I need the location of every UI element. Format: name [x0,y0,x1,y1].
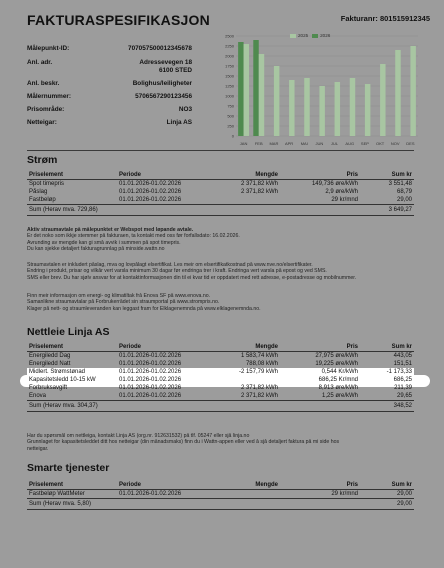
y-tick-label: 250 [227,123,234,129]
col-header: Periode [117,170,207,180]
legend-swatch-2025 [290,34,296,38]
x-tick-label: JAN [239,141,248,146]
consumption-chart [222,30,422,148]
col-header: Sum kr [360,480,414,490]
bar-2025-mar [274,66,279,136]
y-tick-label: 500 [227,113,234,119]
col-header: Pris [280,170,360,180]
bar-2025-sep [365,84,370,136]
bar-2025-jul [335,82,340,136]
x-tick-label: FEB [254,141,263,146]
col-header: Priselement [27,342,117,352]
x-tick-label: JUL [331,141,339,146]
divider [27,150,414,151]
strom-links: Finn meir informasjon om energi- og klimatiltak frå Enova SF på www.enova.no. Samanlikne straumavtalar på Forbrukerrådet sin straumportal på www.strompris.no. Klager på nett- og straumleveranden kan leggast fram for Elklagenemnda på www.elklagenemnda.no. [27,293,261,312]
strom-terms: Straumavtalen er inkludert påslag, mva og lovpålagt elsertifikat. Les meir om elsertifikatkostnad på www.nve.no/elsertifikater. Endring i produkt, prisar og vilkår vert varsla minimum 30 dagar før endringa trer i kraft. Endringa vert varsla på epost og ved SMS. SMS eller brev. Du har sjølv ansvar for at kontaktinformasjonen din til ei kvar tid er oppdatert med rett adresse, e-postadresse og mobilnummer. [27,262,357,281]
table-row: Energiledd Natt 01.01.2026-01.02.2026 788,08 kWh 19,225 øre/kWh 151,51 [29,361,412,367]
bar-2026-feb [253,40,258,136]
y-tick-label: 2500 [225,33,234,39]
invoice-page: FAKTURASPESIFIKASJON Fakturanr: 801515912345 Målepunkt-ID: 707057500012345678 Anl. adr. Adressevegen 18 6100 STED Anl. beskr. Bolighus/leiligheter Målernummer: 5706567290123456 Prisområde: NO3 Netteigar: Linja AS 0 250 500 750 1000 1250 1500 1750 2000 2250 2500 JAN FEB MAR APR MAI JUN JUL AUG SEP OKT NOV DES 2025 2026 Strøm Priselement Periode Mengde Pris Sum kr Spot timepris 01.01.2026-01.02.2026 2 371,82 kWh 149,736 øre/kWh 3 551,48 Påslag 01.01.2026-01.02.2026 2 371,82 kWh 2,9 øre/kWh 68,79 Fastbeløp 01.01.2026-01.02.2026 29 kr/mnd 29,00 Sum (Herav mva. 729,86) 3 649,27 Aktiv straumavtale på målepunktet er Webspot med løpande avtale. Er det noko som ikkje stemmer på fakturaen, ta kontakt med oss før forfallsdato: 16.02.2026. Avrunding av mengde kan gi små avvik i summen på spot timepris. Du kan sjekke detaljert fakturagrunnlag på minside.wattn.no Straumavtalen er inkludert påslag, mva og lovpålagt elsertifikat. Les meir om elsertifikatkostnad på www.nve.no/elsertifikater. Endring i produkt, prisar og vilkår vert varsla minimum 30 dagar før endringa trer i kraft. Endringa vert varsla på epost og ved SMS. SMS eller brev. Du har sjølv ansvar for at kontaktinformasjonen din til ei kvar tid er oppdatert med rett adresse, e-postadresse og mobilnummer. Finn meir informasjon om energi- og klimatiltak frå Enova SF på www.enova.no. Samanlikne straumavtalar på Forbrukerrådet sin straumportal på www.strompris.no. Klager på nett- og straumleveranden kan leggast fram for Elklagenemnda på www.elklagenemnda.no. Nettleie Linja AS Priselement Periode Mengde Pris Sum kr Energiledd Dag 01.01.2026-01.02.2026 1 583,74 kWh 27,975 øre/kWh 443,05 Energiledd Natt 01.01.2026-01.02.2026 788,08 kWh 19,225 øre/kWh 151,51 Midlert. Strømstønad 01.01.2026-01.02.2026 -2 157,79 kWh 0,544 Kr/kWh -1 173,33 Kapasitetsledd 10-15 kW 01.01.2026-01.02.2026 686,25 Kr/mnd 686,25 Forbruksavgift 01.01.2026-01.02.2026 2 371,82 kWh 8,913 øre/kWh 211,39 Enova 01.01.2026-01.02.2026 2 371,82 kWh 1,25 øre/kWh 29,65 Sum (Herav mva. 304,37) 348,52 Har du spørsmål om nettleiga, kontakt Linja AS (org.nr. 912631532) på tlf. 05247 eller sjå linja.no Grunnlaget for kapasitetsleddet ditt hos netteigar (din månadsmaks) finn du i Wattn-appen eller ved å sjå detaljert faktura på mi side hos netteigar. Smarte tjenester Priselement Periode Mengde Pris Sum kr Fastbeløp WattMeter 01.01.2026-01.02.2026 29 kr/mnd 29,00 Sum (Herav mva. 5,80) 29,00 [0,0,444,568]
bar-2025-okt [380,64,385,136]
bar-2025-jan [244,44,249,136]
bar-2025-feb [259,54,264,136]
strom-info: Aktiv straumavtale på målepunktet er Webspot med løpande avtale. Er det noko som ikkje stemmer på fakturaen, ta kontakt med oss før forfallsdato: 16.02.2026. Avrunding av mengde kan gi små avvik i summen på spot timepris. Du kan sjekke detaljert fakturagrunnlag på minside.wattn.no [27,227,240,252]
y-tick-label: 1000 [225,93,234,99]
bar-2026-jan [238,42,243,136]
strom-table-header [27,170,414,180]
x-tick-label: MAI [300,141,308,146]
legend-swatch-2026 [312,34,318,38]
x-tick-label: OKT [375,141,385,146]
x-tick-label: MAR [269,141,279,146]
x-tick-label: AUG [345,141,355,146]
table-row: Spot timepris 01.01.2026-01.02.2026 2 371,82 kWh 149,736 øre/kWh 3 551,48 [29,181,412,187]
smarte-table [27,480,414,510]
bar-2025-mai [304,78,309,136]
bar-2025-nov [395,50,400,136]
bar-2025-apr [289,80,294,136]
col-header: Mengde [207,170,280,180]
y-tick-label: 2250 [225,43,234,49]
chart-legend [290,33,330,38]
table-row: Kapasitetsledd 10-15 kW 01.01.2026-01.02.2026 686,25 Kr/mnd 686,25 [29,377,412,383]
x-tick-label: DES [406,141,415,146]
table-row: Fastbeløp 01.01.2026-01.02.2026 29 kr/mnd 29,00 [29,197,412,203]
col-header: Pris [280,342,360,352]
col-header: Sum kr [360,342,414,352]
x-tick-label: APR [284,141,294,146]
bar-2025-jun [319,86,324,136]
smarte-table-header [27,480,414,490]
col-header: Periode [117,480,207,490]
bar-2025-des [410,46,415,136]
y-tick-label: 0 [231,133,234,139]
nett-info: Har du spørsmål om nettleiga, kontakt Linja AS (org.nr. 912631532) på tlf. 05247 eller sjå linja.no Grunnlaget for kapasitetsleddet ditt hos netteigar (din månadsmaks) finn du i Wattn-appen eller ved å sjå detaljert faktura på mi side hos netteigar. [27,433,340,452]
nett-table [27,342,414,412]
table-row: Påslag 01.01.2026-01.02.2026 2 371,82 kWh 2,9 øre/kWh 68,79 [29,189,412,195]
section-title-smarte: Smarte tjenester [27,462,110,474]
y-tick-label: 1250 [225,83,234,89]
col-header: Priselement [27,480,117,490]
x-tick-label: JUN [315,141,324,146]
y-tick-label: 750 [227,103,234,109]
table-row: Enova 01.01.2026-01.02.2026 2 371,82 kWh 1,25 øre/kWh 29,65 [29,393,412,399]
nett-table-header [27,342,414,352]
col-header: Mengde [207,342,280,352]
legend-label-2025: 2025 [298,33,309,38]
table-row: Forbruksavgift 01.01.2026-01.02.2026 2 371,82 kWh 8,913 øre/kWh 211,39 [29,385,412,391]
col-header: Pris [280,480,360,490]
x-tick-label: NOV [390,141,400,146]
y-tick-label: 1500 [225,73,234,79]
sum-row: Sum (Herav mva. 5,80) 29,00 [27,499,414,510]
page-title: FAKTURASPESIFIKASJON [27,12,210,28]
sum-row: Sum (Herav mva. 729,86) 3 649,27 [27,205,414,216]
invoice-number: Fakturanr: 801515912345 [340,14,430,23]
y-tick-label: 1750 [225,63,234,69]
consumption-chart-svg [222,30,422,148]
table-row: Energiledd Dag 01.01.2026-01.02.2026 1 583,74 kWh 27,975 øre/kWh 443,05 [29,353,412,359]
section-title-nettleie: Nettleie Linja AS [27,326,110,338]
section-title-strom: Strøm [27,154,58,166]
col-header: Priselement [27,170,117,180]
legend-label-2026: 2026 [320,33,331,38]
table-row: Fastbeløp WattMeter 01.01.2026-01.02.2026 29 kr/mnd 29,00 [29,491,412,497]
sum-row: Sum (Herav mva. 304,37) 348,52 [27,401,414,412]
col-header: Sum kr [360,170,414,180]
col-header: Periode [117,342,207,352]
col-header: Mengde [207,480,280,490]
y-tick-label: 2000 [225,53,234,59]
strom-table [27,170,414,216]
bar-2025-aug [350,78,355,136]
x-tick-label: SEP [360,141,369,146]
table-row-highlighted: Midlert. Strømstønad 01.01.2026-01.02.2026 -2 157,79 kWh 0,544 Kr/kWh -1 173,33 [29,369,412,375]
